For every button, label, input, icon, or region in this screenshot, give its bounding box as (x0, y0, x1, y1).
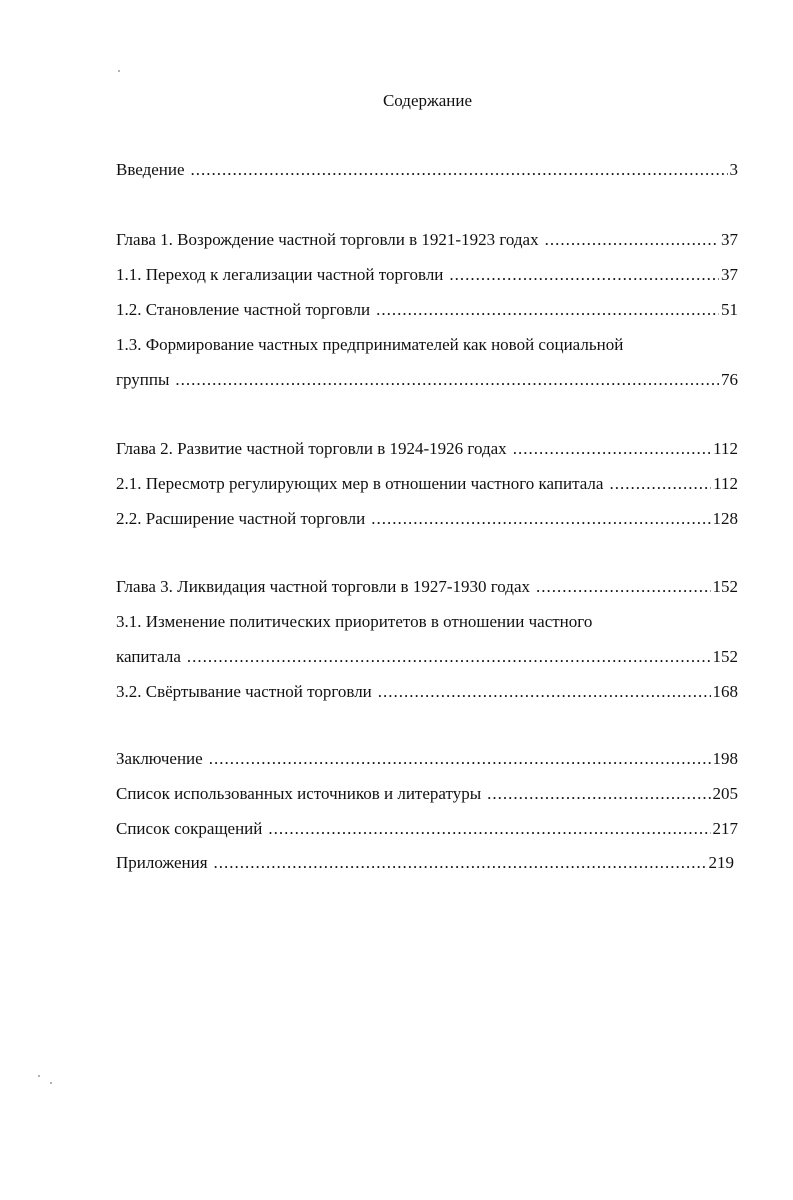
toc-page-number: 168 (712, 682, 738, 701)
toc-leader-dots (187, 645, 711, 669)
toc-leader-dots (191, 158, 728, 182)
toc-entry-section-1-3-line1: 1.3. Формирование частных предпринимателей как новой социальной (116, 335, 624, 354)
toc-entry-conclusion (116, 747, 738, 771)
scan-speck (50, 1082, 52, 1084)
toc-leader-dots (175, 368, 719, 392)
toc-page-number: 112 (713, 439, 738, 458)
toc-entry-label: Глава 1. Возрождение частной торговли в 1921-1923 годах (116, 230, 539, 249)
toc-entry-section-2-1 (116, 472, 738, 496)
toc-page-number: 128 (712, 509, 738, 528)
toc-leader-dots (378, 680, 711, 704)
toc-entry-section-2-2 (116, 507, 738, 531)
toc-entry-chapter-2 (116, 437, 738, 461)
toc-entry-label: 2.1. Пересмотр регулирующих мер в отношении частного капитала (116, 474, 604, 493)
scan-speck (118, 70, 120, 72)
toc-entry-label: Введение (116, 160, 185, 179)
toc-leader-dots (214, 851, 707, 875)
toc-page-number: 152 (712, 577, 738, 596)
toc-leader-dots (268, 817, 710, 841)
toc-leader-dots (449, 263, 719, 287)
scan-speck (38, 1075, 40, 1077)
toc-entry-label: Глава 3. Ликвидация частной торговли в 1927-1930 годах (116, 577, 530, 596)
toc-leader-dots (376, 298, 719, 322)
toc-entry-sources (116, 782, 738, 806)
toc-entry-label: Список сокращений (116, 819, 263, 838)
toc-page-number: 152 (712, 647, 738, 666)
page-title: Содержание (382, 91, 473, 110)
toc-leader-dots (609, 472, 711, 496)
toc-entry-label: 3.2. Свёртывание частной торговли (116, 682, 372, 701)
toc-entry-label: 2.2. Расширение частной торговли (116, 509, 366, 528)
toc-entry-label: 1.2. Становление частной торговли (116, 300, 371, 319)
toc-entry-label: Список использованных источников и литературы (116, 784, 482, 803)
toc-entry-section-1-3 (116, 368, 738, 392)
toc-page-number: 3 (729, 160, 738, 179)
toc-leader-dots (513, 437, 711, 461)
toc-entry-appendices (116, 851, 734, 875)
toc-entry-label: Приложения (116, 853, 208, 872)
toc-page-number: 51 (721, 300, 738, 319)
toc-entry-label: Глава 2. Развитие частной торговли в 1924-1926 годах (116, 439, 507, 458)
toc-entry-chapter-1 (116, 228, 738, 252)
toc-entry-label: Заключение (116, 749, 203, 768)
toc-leader-dots (209, 747, 711, 771)
toc-page-number: 37 (721, 265, 738, 284)
toc-entry-label: капитала (116, 647, 181, 666)
toc-leader-dots (536, 575, 711, 599)
toc-entry-section-1-2 (116, 298, 738, 322)
toc-page-number: 219 (708, 853, 734, 872)
toc-entry-intro (116, 158, 738, 182)
toc-leader-dots (371, 507, 710, 531)
toc-leader-dots (487, 782, 710, 806)
toc-page-number: 205 (712, 784, 738, 803)
toc-entry-abbreviations (116, 817, 738, 841)
toc-page-number: 198 (712, 749, 738, 768)
toc-leader-dots (545, 228, 719, 252)
toc-entry-section-1-1 (116, 263, 738, 287)
toc-entry-chapter-3 (116, 575, 738, 599)
toc-entry-section-3-2 (116, 680, 738, 704)
toc-page-number: 217 (712, 819, 738, 838)
toc-entry-section-3-1 (116, 645, 738, 669)
toc-page-number: 76 (721, 370, 738, 389)
toc-entry-label: 1.1. Переход к легализации частной торговли (116, 265, 444, 284)
toc-page-number: 37 (721, 230, 738, 249)
toc-page-number: 112 (713, 474, 738, 493)
toc-entry-label: группы (116, 370, 170, 389)
toc-entry-section-3-1-line1: 3.1. Изменение политических приоритетов в отношении частного (116, 612, 593, 631)
